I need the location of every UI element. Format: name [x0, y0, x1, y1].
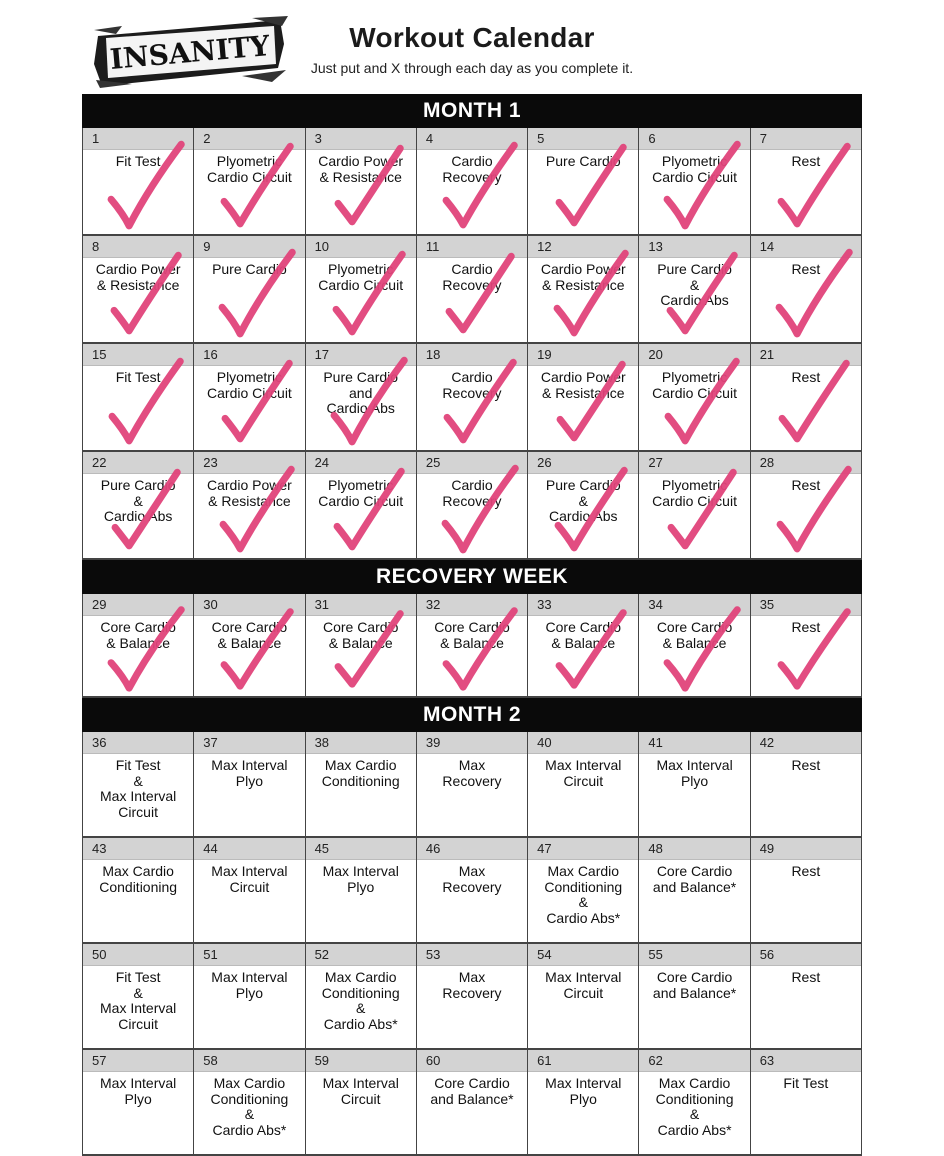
workout-label: Cardio Power & Resistance: [207, 477, 292, 509]
workout-label: Core Cardio and Balance*: [430, 1075, 514, 1107]
day-number: 50: [83, 944, 193, 966]
workout-label: Rest: [791, 969, 821, 985]
day-cell[interactable]: [639, 732, 750, 838]
day-number: 52: [306, 944, 416, 966]
day-number: 7: [751, 128, 861, 150]
day-cell[interactable]: [194, 128, 305, 236]
workout-label: Core Cardio & Balance: [322, 619, 399, 651]
week-row: [82, 344, 862, 452]
day-cell[interactable]: [751, 594, 862, 698]
workout-label: Cardio Power & Resistance: [540, 261, 626, 293]
page-subtitle: Just put and X through each day as you complete it.: [310, 60, 634, 76]
day-cell[interactable]: [417, 944, 528, 1050]
day-cell[interactable]: [194, 452, 305, 560]
workout-label: Max Cardio Conditioning & Cardio Abs*: [321, 969, 400, 1032]
workout-label: Plyometric Cardio Circuit: [207, 153, 292, 185]
day-cell[interactable]: [417, 732, 528, 838]
day-cell[interactable]: [417, 1050, 528, 1156]
day-number: 18: [417, 344, 527, 366]
workout-label: Max Cardio Conditioning: [321, 757, 400, 789]
day-number: 45: [306, 838, 416, 860]
day-cell[interactable]: [306, 732, 417, 838]
day-number: 9: [194, 236, 304, 258]
day-number: 46: [417, 838, 527, 860]
day-cell[interactable]: [83, 344, 194, 452]
workout-label: Max Interval Plyo: [322, 863, 399, 895]
day-cell[interactable]: [528, 1050, 639, 1156]
day-number: 47: [528, 838, 638, 860]
day-number: 51: [194, 944, 304, 966]
workout-label: Plyometric Cardio Circuit: [318, 477, 404, 509]
workout-label: Rest: [791, 261, 821, 277]
day-cell[interactable]: [306, 838, 417, 944]
workout-label: Cardio Recovery: [442, 369, 502, 401]
workout-label: Core Cardio & Balance: [211, 619, 288, 651]
day-number: 17: [306, 344, 416, 366]
day-cell[interactable]: [194, 1050, 305, 1156]
workout-label: Max Recovery: [442, 757, 502, 789]
day-number: 40: [528, 732, 638, 754]
day-cell[interactable]: [639, 452, 750, 560]
day-cell[interactable]: [306, 344, 417, 452]
day-cell[interactable]: [751, 128, 862, 236]
day-number: 37: [194, 732, 304, 754]
day-cell[interactable]: [306, 594, 417, 698]
day-cell[interactable]: [306, 128, 417, 236]
workout-label: Max Interval Circuit: [545, 969, 622, 1001]
workout-label: Max Cardio Conditioning & Cardio Abs*: [544, 863, 623, 926]
workout-label: Max Interval Circuit: [211, 863, 288, 895]
day-number: 14: [751, 236, 861, 258]
workout-label: Plyometric Cardio Circuit: [652, 153, 737, 185]
workout-label: Core Cardio and Balance*: [652, 969, 737, 1001]
day-cell[interactable]: [83, 128, 194, 236]
logo-brush-stroke: [92, 14, 288, 90]
day-cell[interactable]: [194, 236, 305, 344]
day-cell[interactable]: [194, 944, 305, 1050]
workout-label: Rest: [791, 619, 821, 635]
day-number: 21: [751, 344, 861, 366]
day-number: 63: [751, 1050, 861, 1072]
day-cell[interactable]: [306, 452, 417, 560]
day-cell[interactable]: [751, 732, 862, 838]
workout-label: Pure Cardio & Cardio Abs: [545, 477, 621, 524]
workout-label: Core Cardio & Balance: [545, 619, 622, 651]
workout-label: Max Interval Plyo: [211, 969, 288, 1001]
day-cell[interactable]: [83, 452, 194, 560]
workout-label: Max Interval Plyo: [100, 1075, 177, 1107]
day-number: 60: [417, 1050, 527, 1072]
workout-label: Max Cardio Conditioning & Cardio Abs*: [210, 1075, 289, 1138]
week-row: [82, 128, 862, 236]
week-row: [82, 732, 862, 838]
day-number: 62: [639, 1050, 749, 1072]
week-row: [82, 452, 862, 560]
workout-label: Pure Cardio and Cardio Abs: [323, 369, 399, 416]
workout-label: Core Cardio & Balance: [656, 619, 733, 651]
day-cell[interactable]: [528, 732, 639, 838]
day-cell[interactable]: [639, 236, 750, 344]
day-number: 10: [306, 236, 416, 258]
workout-label: Cardio Recovery: [442, 261, 502, 293]
workout-label: Core Cardio & Balance: [434, 619, 510, 651]
workout-label: Pure Cardio & Cardio Abs: [100, 477, 176, 524]
workout-label: Max Recovery: [442, 969, 502, 1001]
insanity-logo: [92, 14, 288, 90]
day-cell[interactable]: [639, 128, 750, 236]
workout-label: Max Recovery: [442, 863, 502, 895]
workout-label: Max Interval Plyo: [545, 1075, 622, 1107]
section-header: RECOVERY WEEK: [82, 560, 862, 594]
day-number: 30: [194, 594, 304, 616]
day-number: 34: [639, 594, 749, 616]
day-number: 44: [194, 838, 304, 860]
day-cell[interactable]: [528, 594, 639, 698]
day-cell[interactable]: [751, 944, 862, 1050]
day-cell[interactable]: [83, 838, 194, 944]
day-number: 39: [417, 732, 527, 754]
day-number: 26: [528, 452, 638, 474]
workout-label: Plyometric Cardio Circuit: [652, 477, 737, 509]
day-number: 42: [751, 732, 861, 754]
day-cell[interactable]: [83, 1050, 194, 1156]
workout-label: Pure Cardio: [545, 153, 621, 169]
day-number: 28: [751, 452, 861, 474]
day-number: 11: [417, 236, 527, 258]
workout-label: Plyometric Cardio Circuit: [207, 369, 292, 401]
day-cell[interactable]: [528, 944, 639, 1050]
day-cell[interactable]: [306, 944, 417, 1050]
day-number: 8: [83, 236, 193, 258]
workout-label: Rest: [791, 863, 821, 879]
day-cell[interactable]: [83, 732, 194, 838]
day-number: 1: [83, 128, 193, 150]
day-cell[interactable]: [639, 344, 750, 452]
workout-label: Pure Cardio: [212, 261, 287, 277]
day-number: 53: [417, 944, 527, 966]
page-title: Workout Calendar: [349, 22, 595, 53]
day-number: 55: [639, 944, 749, 966]
day-number: 59: [306, 1050, 416, 1072]
day-cell[interactable]: [751, 838, 862, 944]
day-cell[interactable]: [751, 1050, 862, 1156]
workout-label: Max Interval Plyo: [656, 757, 733, 789]
day-number: 4: [417, 128, 527, 150]
week-row: [82, 944, 862, 1050]
day-cell[interactable]: [83, 236, 194, 344]
day-number: 13: [639, 236, 749, 258]
day-number: 32: [417, 594, 527, 616]
workout-label: Core Cardio and Balance*: [652, 863, 737, 895]
day-number: 23: [194, 452, 304, 474]
day-cell[interactable]: [751, 344, 862, 452]
day-number: 36: [83, 732, 193, 754]
week-row: [82, 1050, 862, 1156]
workout-label: Fit Test: [115, 153, 161, 169]
day-cell[interactable]: [639, 838, 750, 944]
day-cell[interactable]: [639, 944, 750, 1050]
day-cell[interactable]: [194, 732, 305, 838]
workout-label: Pure Cardio & Cardio Abs: [657, 261, 732, 308]
day-cell[interactable]: [751, 452, 862, 560]
workout-label: Fit Test & Max Interval Circuit: [100, 969, 177, 1032]
day-number: 2: [194, 128, 304, 150]
workout-calendar: [82, 94, 862, 1156]
day-cell[interactable]: [306, 1050, 417, 1156]
day-cell[interactable]: [194, 594, 305, 698]
day-cell[interactable]: [417, 452, 528, 560]
day-cell[interactable]: [194, 838, 305, 944]
workout-label: Core Cardio & Balance: [100, 619, 176, 651]
logo-text: INSANITY: [108, 29, 272, 76]
workout-label: Rest: [791, 757, 821, 773]
day-number: 5: [528, 128, 638, 150]
day-number: 29: [83, 594, 193, 616]
workout-label: Cardio Recovery: [442, 153, 502, 185]
workout-label: Fit Test & Max Interval Circuit: [100, 757, 177, 820]
day-number: 54: [528, 944, 638, 966]
day-cell[interactable]: [528, 128, 639, 236]
workout-label: Max Interval Circuit: [545, 757, 622, 789]
day-number: 22: [83, 452, 193, 474]
day-number: 43: [83, 838, 193, 860]
day-number: 6: [639, 128, 749, 150]
workout-label: Fit Test: [783, 1075, 829, 1091]
workout-label: Plyometric Cardio Circuit: [318, 261, 404, 293]
workout-label: Rest: [791, 477, 821, 493]
week-row: [82, 838, 862, 944]
day-cell[interactable]: [639, 1050, 750, 1156]
day-number: 58: [194, 1050, 304, 1072]
day-number: 24: [306, 452, 416, 474]
workout-label: Fit Test: [115, 369, 161, 385]
workout-label: Cardio Power & Resistance: [95, 261, 181, 293]
day-cell[interactable]: [417, 128, 528, 236]
workout-label: Max Cardio Conditioning: [99, 863, 178, 895]
day-number: 61: [528, 1050, 638, 1072]
day-number: 35: [751, 594, 861, 616]
section-header: MONTH 1: [82, 94, 862, 128]
day-cell[interactable]: [417, 236, 528, 344]
day-cell[interactable]: [528, 344, 639, 452]
workout-label: Cardio Recovery: [442, 477, 502, 509]
workout-label: Plyometric Cardio Circuit: [652, 369, 737, 401]
day-number: 38: [306, 732, 416, 754]
day-cell[interactable]: [639, 594, 750, 698]
day-number: 41: [639, 732, 749, 754]
workout-label: Cardio Power & Resistance: [318, 153, 404, 185]
workout-label: Rest: [791, 369, 821, 385]
workout-label: Max Cardio Conditioning & Cardio Abs*: [655, 1075, 734, 1138]
day-cell[interactable]: [751, 236, 862, 344]
day-number: 57: [83, 1050, 193, 1072]
day-number: 49: [751, 838, 861, 860]
day-number: 15: [83, 344, 193, 366]
day-number: 20: [639, 344, 749, 366]
day-cell[interactable]: [417, 594, 528, 698]
day-cell[interactable]: [194, 344, 305, 452]
day-cell[interactable]: [83, 944, 194, 1050]
day-number: 48: [639, 838, 749, 860]
section-header: MONTH 2: [82, 698, 862, 732]
day-number: 3: [306, 128, 416, 150]
week-row: [82, 594, 862, 698]
workout-label: Max Interval Plyo: [211, 757, 288, 789]
workout-label: Cardio Power & Resistance: [540, 369, 626, 401]
day-number: 16: [194, 344, 304, 366]
day-cell[interactable]: [528, 838, 639, 944]
week-row: [82, 236, 862, 344]
day-number: 25: [417, 452, 527, 474]
day-cell[interactable]: [83, 594, 194, 698]
day-cell[interactable]: [528, 452, 639, 560]
day-cell[interactable]: [417, 344, 528, 452]
day-cell[interactable]: [528, 236, 639, 344]
day-number: 33: [528, 594, 638, 616]
day-number: 31: [306, 594, 416, 616]
day-cell[interactable]: [417, 838, 528, 944]
day-number: 56: [751, 944, 861, 966]
workout-label: Rest: [791, 153, 821, 169]
day-number: 12: [528, 236, 638, 258]
workout-label: Max Interval Circuit: [322, 1075, 399, 1107]
day-number: 19: [528, 344, 638, 366]
day-number: 27: [639, 452, 749, 474]
day-cell[interactable]: [306, 236, 417, 344]
